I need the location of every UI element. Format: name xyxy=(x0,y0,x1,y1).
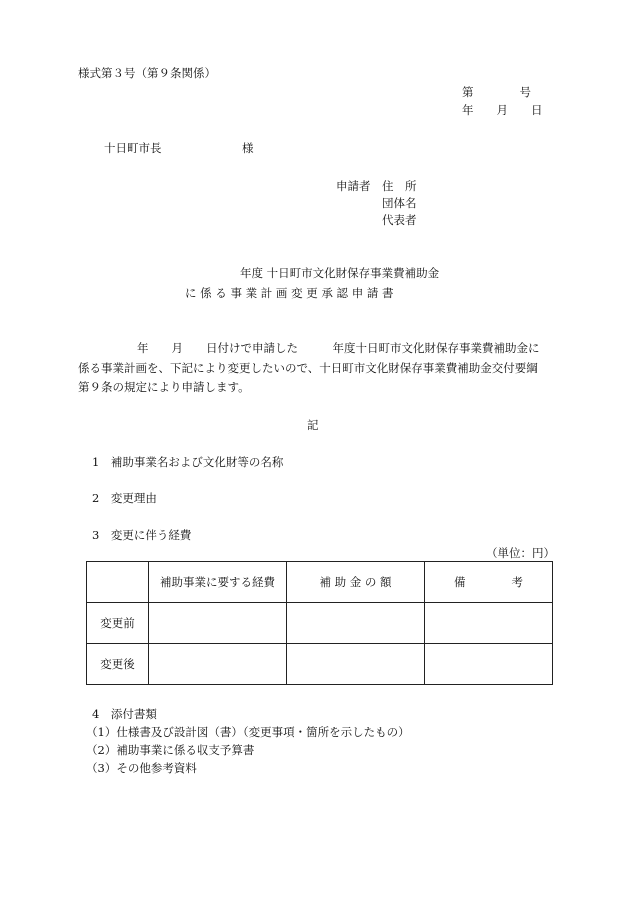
body-line-2: 係る事業計画を、下記により変更したいので、十日町市文化財保存事業費補助金交付要綱 xyxy=(78,361,538,375)
table-header-cell: 補 助 金 の 額 xyxy=(287,562,425,603)
row-label-after-change: 変更後 xyxy=(87,644,149,685)
attachment-item: （1）仕様書及び設計図（書）（変更事項・箇所を示したもの） xyxy=(86,725,410,739)
item-2-heading: 2 変更理由 xyxy=(92,491,157,505)
item-3-heading: 3 変更に伴う経費 xyxy=(92,528,192,542)
table-header-row xyxy=(87,562,553,603)
table-header-cell: 補助事業に要する経費 xyxy=(149,562,287,603)
document-title-line1: 年度 十日町市文化財保存事業費補助金 xyxy=(240,266,440,280)
document-number-label: 第 号 xyxy=(462,85,531,99)
item-4-heading: 4 添付書類 xyxy=(92,707,157,721)
date-label: 年 月 日 xyxy=(462,103,543,117)
row-label-before-change: 変更前 xyxy=(87,603,149,644)
table-cell xyxy=(149,644,287,685)
item-1-heading: 1 補助事業名および文化財等の名称 xyxy=(92,455,284,469)
table-row xyxy=(87,603,553,644)
table-cell xyxy=(287,603,425,644)
table-header-cell xyxy=(87,562,149,603)
body-line-1: 年 月 日付けで申請した 年度十日町市文化財保存事業費補助金に xyxy=(137,341,540,355)
table-cell xyxy=(149,603,287,644)
attachment-item: （2）補助事業に係る収支予算書 xyxy=(86,743,255,757)
addressee: 十日町市長 様 xyxy=(104,141,254,155)
attachment-item: （3）その他参考資料 xyxy=(86,761,197,775)
ki-heading: 記 xyxy=(307,418,319,432)
table-cell xyxy=(287,644,425,685)
document-title-line2: に 係 る 事 業 計 画 変 更 承 認 申 請 書 xyxy=(185,286,394,300)
applicant-label: 申請者 xyxy=(336,179,371,193)
table-cell xyxy=(425,603,553,644)
table-cell xyxy=(425,644,553,685)
applicant-address-label: 住 所 xyxy=(382,179,417,193)
body-line-3: 第９条の規定により申請します。 xyxy=(78,380,250,394)
applicant-representative-label: 代表者 xyxy=(382,213,417,227)
form-number: 様式第３号（第９条関係） xyxy=(78,66,216,80)
applicant-group-label: 団体名 xyxy=(382,196,417,210)
unit-label: （単位：円） xyxy=(486,546,555,560)
expense-table xyxy=(86,561,553,685)
table-header-cell: 備 考 xyxy=(425,562,553,603)
table-row xyxy=(87,644,553,685)
